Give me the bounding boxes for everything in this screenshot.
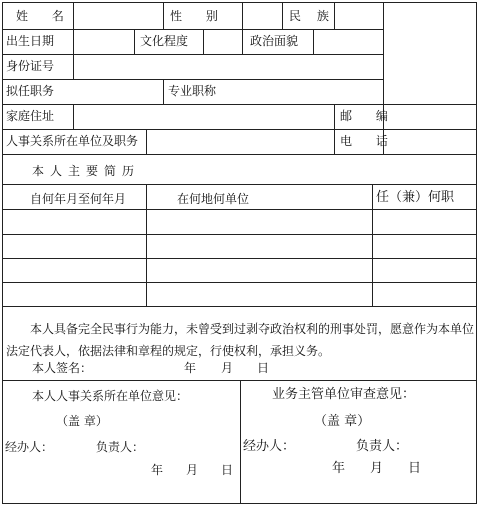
col-line: [334, 104, 335, 154]
col-line: [203, 29, 204, 54]
col-line: [163, 2, 164, 29]
row-line: [2, 258, 477, 259]
right-opinion-responsible: 负责人：: [356, 439, 409, 454]
address-label: 家庭住址: [6, 109, 55, 123]
political-status-label: 政治面貌: [250, 34, 299, 48]
declaration-day: 日: [257, 361, 270, 375]
col-line: [146, 129, 147, 154]
col-line: [240, 380, 241, 504]
resume-col-period: 自何年月至何年月: [30, 192, 127, 206]
col-line: [313, 29, 314, 54]
resume-heading: 本人主要简历: [32, 164, 141, 178]
row-line: [2, 209, 477, 210]
row-line: [2, 154, 477, 155]
signature-label: 本人签名：: [32, 361, 93, 375]
right-opinion-handler: 经办人：: [243, 439, 296, 454]
col-line: [372, 184, 373, 306]
phone-label: 电 话: [340, 134, 398, 148]
title-label: 专业职称: [168, 84, 217, 98]
gender-label: 性 别: [170, 9, 228, 23]
resume-col-unit: 在何地何单位: [177, 192, 250, 206]
position-label: 拟任职务: [6, 84, 55, 98]
row-line: [2, 306, 477, 307]
row-line: [2, 282, 477, 283]
col-line: [282, 2, 283, 29]
resume-col-position: 任（兼）何职: [376, 190, 455, 205]
right-opinion-seal: （盖 章）: [314, 414, 371, 429]
col-line: [134, 29, 135, 54]
row-line: [2, 79, 383, 80]
name-label: 姓 名: [16, 9, 74, 23]
left-opinion-responsible: 负责人：: [96, 440, 145, 454]
col-line: [383, 2, 384, 104]
hr-unit-label: 人事关系所在单位及职务: [6, 134, 139, 148]
right-opinion-day: 日: [408, 461, 422, 476]
id-number-label: 身份证号: [6, 59, 55, 73]
education-label: 文化程度: [140, 34, 189, 48]
row-line: [2, 184, 477, 185]
col-line: [242, 2, 243, 29]
right-opinion-title: 业务主管单位审查意见：: [272, 387, 416, 402]
ethnicity-label: 民 族: [289, 9, 335, 23]
birthdate-label: 出生日期: [6, 34, 55, 48]
right-opinion-year: 年: [332, 461, 346, 476]
left-opinion-year: 年: [151, 463, 164, 477]
left-opinion-handler: 经办人：: [5, 440, 54, 454]
postcode-label: 邮 编: [340, 109, 398, 123]
left-opinion-day: 日: [221, 463, 234, 477]
row-line: [2, 234, 477, 235]
col-line: [146, 184, 147, 306]
row-line: [2, 29, 383, 30]
left-opinion-month: 月: [186, 463, 199, 477]
col-line: [242, 29, 243, 54]
left-opinion-title: 本人人事关系所在单位意见：: [32, 389, 189, 403]
right-opinion-month: 月: [370, 461, 384, 476]
declaration-text: 本人具备完全民事行为能力，未曾受到过剥夺政治权利的刑事处罚，愿意作为本单位法定代表人，依据法律和章程的规定，行使权利，承担义务。: [6, 322, 475, 358]
left-opinion-seal: （盖 章）: [56, 414, 108, 428]
row-line: [2, 129, 477, 130]
declaration-month: 月: [221, 361, 234, 375]
declaration-year: 年: [184, 361, 197, 375]
col-line: [73, 104, 74, 129]
row-line: [2, 54, 383, 55]
col-line: [163, 79, 164, 104]
